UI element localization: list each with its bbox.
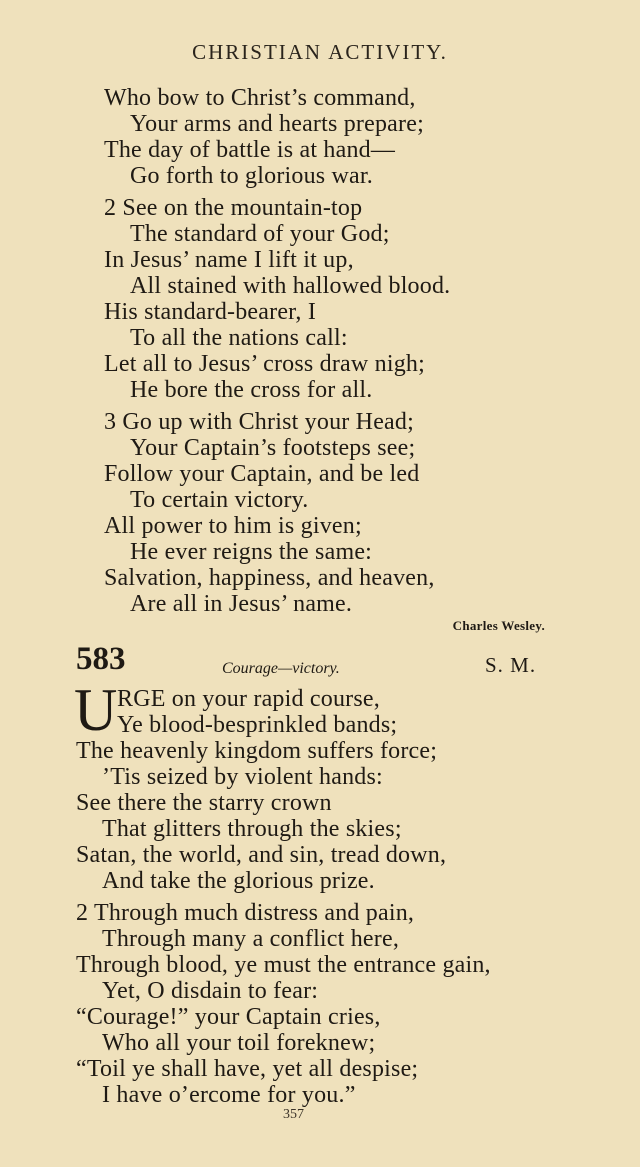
verse-line: Your arms and hearts prepare;: [130, 111, 424, 137]
hymn-number: 583: [76, 641, 126, 677]
verse-line: See there the starry crown: [76, 790, 332, 816]
verse-line: “Toil ye shall have, yet all despise;: [76, 1056, 419, 1082]
hymn-subtitle: Courage—victory.: [222, 660, 340, 677]
verse-line: 2 See on the mountain-top: [104, 195, 363, 221]
verse-line: Are all in Jesus’ name.: [130, 591, 353, 617]
verse-line: 3 Go up with Christ your Head;: [104, 409, 414, 435]
verse-line: Follow your Captain, and be led: [104, 461, 420, 487]
verse-line: He ever reigns the same:: [130, 539, 373, 565]
verse-line: Salvation, happiness, and heaven,: [104, 565, 435, 591]
drop-cap: U: [74, 677, 118, 743]
page-number: 357: [283, 1107, 304, 1122]
verse-line: The day of battle is at hand—: [104, 137, 396, 163]
verse-line: ’Tis seized by violent hands:: [102, 764, 383, 790]
verse-line: Let all to Jesus’ cross draw nigh;: [104, 351, 425, 377]
verse-line: To certain victory.: [130, 487, 309, 513]
verse-line: All stained with hallowed blood.: [130, 273, 451, 299]
verse-line: The standard of your God;: [130, 221, 390, 247]
verse-line: All power to him is given;: [104, 513, 362, 539]
verse-line: Yet, O disdain to fear:: [102, 978, 319, 1004]
verse-line: Go forth to glorious war.: [130, 163, 373, 189]
verse-line: The heavenly kingdom suffers force;: [76, 738, 438, 764]
verse-line: Ye blood-besprinkled bands;: [117, 712, 398, 738]
verse-line: RGE on your rapid course,: [117, 686, 380, 712]
verse-line: “Courage!” your Captain cries,: [76, 1004, 381, 1030]
verse-line: Through blood, ye must the entrance gain,: [76, 952, 491, 978]
verse-line: In Jesus’ name I lift it up,: [104, 247, 354, 273]
verse-line: And take the glorious prize.: [102, 868, 375, 894]
verse-line: His standard-bearer, I: [104, 299, 317, 325]
verse-line: That glitters through the skies;: [102, 816, 402, 842]
verse-line: Who all your toil foreknew;: [102, 1030, 376, 1056]
verse-line: Your Captain’s footsteps see;: [130, 435, 416, 461]
verse-line: Through many a conflict here,: [102, 926, 400, 952]
verse-line: Who bow to Christ’s command,: [104, 85, 416, 111]
verse-line: 2 Through much distress and pain,: [76, 900, 415, 926]
verse-line: He bore the cross for all.: [130, 377, 373, 403]
verse-line: Satan, the world, and sin, tread down,: [76, 842, 447, 868]
author-credit: Charles Wesley.: [452, 618, 545, 633]
verse-line: I have o’ercome for you.”: [102, 1082, 356, 1108]
hymn-meter: S. M.: [485, 653, 537, 677]
running-header: CHRISTIAN ACTIVITY.: [192, 40, 448, 64]
verse-line: To all the nations call:: [130, 325, 348, 351]
